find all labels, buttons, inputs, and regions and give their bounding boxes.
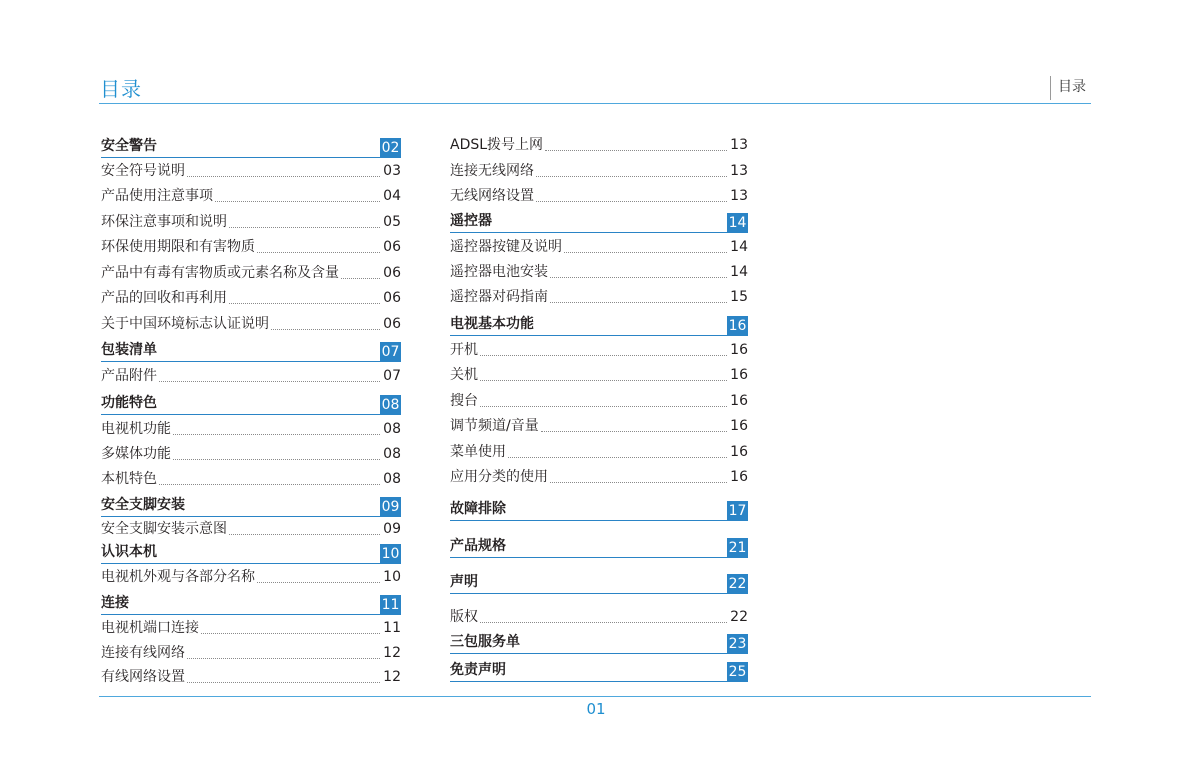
- toc-page-number: 16: [730, 342, 748, 358]
- toc-leader-dots: [550, 302, 727, 303]
- toc-section-page-badge: 25: [728, 664, 747, 680]
- toc-leader-dots: [480, 622, 727, 623]
- toc-page-number: 06: [383, 239, 401, 255]
- toc-leader-dots: [187, 658, 380, 659]
- toc-label: 电视基本功能: [450, 316, 534, 332]
- toc-page-number: 07: [383, 368, 401, 384]
- toc-section[interactable]: [101, 543, 401, 561]
- toc-leader-dots: [550, 482, 727, 483]
- toc-entry[interactable]: [450, 366, 748, 384]
- toc-section-page-badge: 17: [728, 503, 747, 519]
- toc-label: 环保使用期限和有害物质: [101, 239, 255, 255]
- toc-section[interactable]: [101, 496, 401, 514]
- toc-label: 功能特色: [101, 395, 157, 411]
- toc-section[interactable]: [450, 212, 748, 230]
- toc-page-number: 16: [730, 393, 748, 409]
- toc-label: 安全警告: [101, 138, 157, 154]
- toc-label: 故障排除: [450, 501, 506, 517]
- toc-page-number: 10: [383, 569, 401, 585]
- toc-page-number: 13: [730, 163, 748, 179]
- toc-entry[interactable]: [101, 162, 401, 180]
- toc-label: 认识本机: [101, 544, 157, 560]
- toc-entry[interactable]: [101, 520, 401, 538]
- toc-leader-dots: [173, 459, 380, 460]
- toc-section-page-badge: 21: [728, 540, 747, 556]
- toc-page-number: 08: [383, 471, 401, 487]
- toc-entry[interactable]: [450, 136, 748, 154]
- toc-entry[interactable]: [101, 619, 401, 637]
- page-number: 01: [586, 700, 606, 718]
- toc-entry[interactable]: [101, 470, 401, 488]
- toc-label: 调节频道/音量: [450, 418, 539, 434]
- toc-section-underline: [101, 361, 401, 362]
- toc-leader-dots: [159, 484, 380, 485]
- toc-leader-dots: [229, 303, 380, 304]
- toc-entry[interactable]: [101, 213, 401, 231]
- toc-section[interactable]: [101, 594, 401, 612]
- toc-page-number: 16: [730, 367, 748, 383]
- toc-section-page-badge: 14: [728, 215, 747, 231]
- toc-leader-dots: [187, 682, 380, 683]
- toc-label: 环保注意事项和说明: [101, 214, 227, 230]
- toc-label: 无线网络设置: [450, 188, 534, 204]
- toc-label: 电视机外观与各部分名称: [101, 569, 255, 585]
- toc-page-number: 15: [730, 289, 748, 305]
- toc-section-underline: [101, 563, 401, 564]
- toc-page-number: 13: [730, 137, 748, 153]
- toc-label: 安全符号说明: [101, 163, 185, 179]
- toc-page-number: 22: [730, 609, 748, 625]
- toc-page-number: 13: [730, 188, 748, 204]
- toc-entry[interactable]: [101, 568, 401, 586]
- toc-section[interactable]: [101, 341, 401, 359]
- toc-entry[interactable]: [450, 468, 748, 486]
- toc-label: 安全支脚安装: [101, 497, 185, 513]
- toc-page-number: 06: [383, 316, 401, 332]
- toc-page-number: 05: [383, 214, 401, 230]
- toc-entry[interactable]: [450, 392, 748, 410]
- toc-section[interactable]: [450, 315, 748, 333]
- toc-page-number: 14: [730, 264, 748, 280]
- page-title: 目录: [100, 77, 142, 101]
- toc-page-number: 12: [383, 645, 401, 661]
- toc-label: 连接有线网络: [101, 645, 185, 661]
- toc-label: 遥控器对码指南: [450, 289, 548, 305]
- toc-entry[interactable]: [450, 238, 748, 256]
- toc-entry[interactable]: [101, 264, 401, 282]
- toc-label: 三包服务单: [450, 634, 520, 650]
- toc-label: 有线网络设置: [101, 669, 185, 685]
- toc-entry[interactable]: [101, 668, 401, 686]
- toc-label: 遥控器: [450, 213, 492, 229]
- toc-page-number: 12: [383, 669, 401, 685]
- toc-label: 产品的回收和再利用: [101, 290, 227, 306]
- toc-page-number: 06: [383, 290, 401, 306]
- toc-label: 搜台: [450, 393, 478, 409]
- toc-page-number: 16: [730, 469, 748, 485]
- toc-entry[interactable]: [101, 315, 401, 333]
- toc-section-page-badge: 02: [381, 140, 400, 156]
- toc-entry[interactable]: [101, 420, 401, 438]
- toc-section-underline: [450, 653, 748, 654]
- toc-section-underline: [450, 593, 748, 594]
- toc-section-page-badge: 16: [728, 318, 747, 334]
- toc-label: 产品附件: [101, 368, 157, 384]
- toc-page-number: 04: [383, 188, 401, 204]
- toc-label: 遥控器按键及说明: [450, 239, 562, 255]
- toc-section-underline: [101, 414, 401, 415]
- toc-section-page-badge: 11: [381, 597, 400, 613]
- toc-leader-dots: [201, 633, 380, 634]
- toc-section[interactable]: [450, 573, 748, 591]
- toc-label: 包装清单: [101, 342, 157, 358]
- toc-entry[interactable]: [450, 162, 748, 180]
- toc-leader-dots: [341, 278, 380, 279]
- toc-label: 版权: [450, 609, 478, 625]
- toc-section-page-badge: 10: [381, 546, 400, 562]
- toc-section-page-badge: 07: [381, 344, 400, 360]
- toc-page-number: 03: [383, 163, 401, 179]
- toc-section-page-badge: 22: [728, 576, 747, 592]
- toc-leader-dots: [536, 176, 727, 177]
- toc-entry[interactable]: [450, 443, 748, 461]
- toc-section-underline: [101, 614, 401, 615]
- toc-label: 电视机端口连接: [101, 620, 199, 636]
- toc-entry[interactable]: [101, 445, 401, 463]
- toc-entry[interactable]: [450, 608, 748, 626]
- toc-page-number: 16: [730, 444, 748, 460]
- toc-leader-dots: [173, 434, 380, 435]
- toc-leader-dots: [480, 406, 727, 407]
- toc-leader-dots: [257, 252, 380, 253]
- toc-leader-dots: [480, 355, 727, 356]
- toc-leader-dots: [550, 277, 727, 278]
- toc-entry[interactable]: [450, 263, 748, 281]
- toc-section-underline: [450, 681, 748, 682]
- toc-label: 应用分类的使用: [450, 469, 548, 485]
- toc-label: 免责声明: [450, 662, 506, 678]
- toc-page-number: 06: [383, 265, 401, 281]
- toc-section-underline: [450, 520, 748, 521]
- toc-page-number: 14: [730, 239, 748, 255]
- toc-leader-dots: [159, 381, 380, 382]
- toc-label: 关于中国环境标志认证说明: [101, 316, 269, 332]
- toc-section-underline: [450, 557, 748, 558]
- toc-section[interactable]: [450, 537, 748, 555]
- toc-page-number: 11: [383, 620, 401, 636]
- toc-page-number: 09: [383, 521, 401, 537]
- toc-leader-dots: [229, 534, 380, 535]
- toc-leader-dots: [271, 329, 380, 330]
- footer-divider: [99, 696, 1091, 697]
- toc-label: 产品中有毒有害物质或元素名称及含量: [101, 265, 339, 281]
- toc-page-number: 08: [383, 421, 401, 437]
- toc-section-underline: [450, 232, 748, 233]
- toc-leader-dots: [508, 457, 727, 458]
- toc-leader-dots: [187, 176, 380, 177]
- toc-leader-dots: [229, 227, 380, 228]
- toc-entry[interactable]: [101, 187, 401, 205]
- toc-label: 菜单使用: [450, 444, 506, 460]
- toc-label: 开机: [450, 342, 478, 358]
- toc-label: 关机: [450, 367, 478, 383]
- toc-section[interactable]: [450, 661, 748, 679]
- toc-label: 遥控器电池安装: [450, 264, 548, 280]
- toc-entry[interactable]: [450, 417, 748, 435]
- section-tab: 目录: [1050, 76, 1093, 100]
- toc-label: 连接: [101, 595, 129, 611]
- toc-section-underline: [101, 157, 401, 158]
- toc-label: 多媒体功能: [101, 446, 171, 462]
- toc-section-underline: [101, 516, 401, 517]
- toc-leader-dots: [215, 201, 380, 202]
- toc-leader-dots: [536, 201, 727, 202]
- toc-leader-dots: [564, 252, 727, 253]
- header-divider: [99, 103, 1091, 104]
- toc-leader-dots: [545, 150, 727, 151]
- toc-label: ADSL拨号上网: [450, 137, 544, 153]
- toc-entry[interactable]: [450, 187, 748, 205]
- toc-entry[interactable]: [450, 288, 748, 306]
- toc-page-number: 16: [730, 418, 748, 434]
- toc-section[interactable]: [101, 394, 401, 412]
- toc-entry[interactable]: [101, 238, 401, 256]
- toc-page-number: 08: [383, 446, 401, 462]
- toc-label: 产品规格: [450, 538, 506, 554]
- toc-entry[interactable]: [101, 644, 401, 662]
- toc-label: 本机特色: [101, 471, 157, 487]
- toc-section-page-badge: 09: [381, 499, 400, 515]
- toc-entry[interactable]: [450, 341, 748, 359]
- toc-leader-dots: [480, 380, 727, 381]
- toc-leader-dots: [257, 582, 380, 583]
- toc-label: 声明: [450, 574, 478, 590]
- toc-label: 电视机功能: [101, 421, 171, 437]
- toc-section[interactable]: [450, 633, 748, 651]
- toc-section-page-badge: 23: [728, 636, 747, 652]
- toc-section[interactable]: [101, 137, 401, 155]
- toc-label: 产品使用注意事项: [101, 188, 213, 204]
- toc-section-page-badge: 08: [381, 397, 400, 413]
- toc-entry[interactable]: [101, 367, 401, 385]
- toc-label: 连接无线网络: [450, 163, 534, 179]
- toc-leader-dots: [541, 431, 727, 432]
- toc-entry[interactable]: [101, 289, 401, 307]
- toc-section-underline: [450, 335, 748, 336]
- toc-section[interactable]: [450, 500, 748, 518]
- toc-label: 安全支脚安装示意图: [101, 521, 227, 537]
